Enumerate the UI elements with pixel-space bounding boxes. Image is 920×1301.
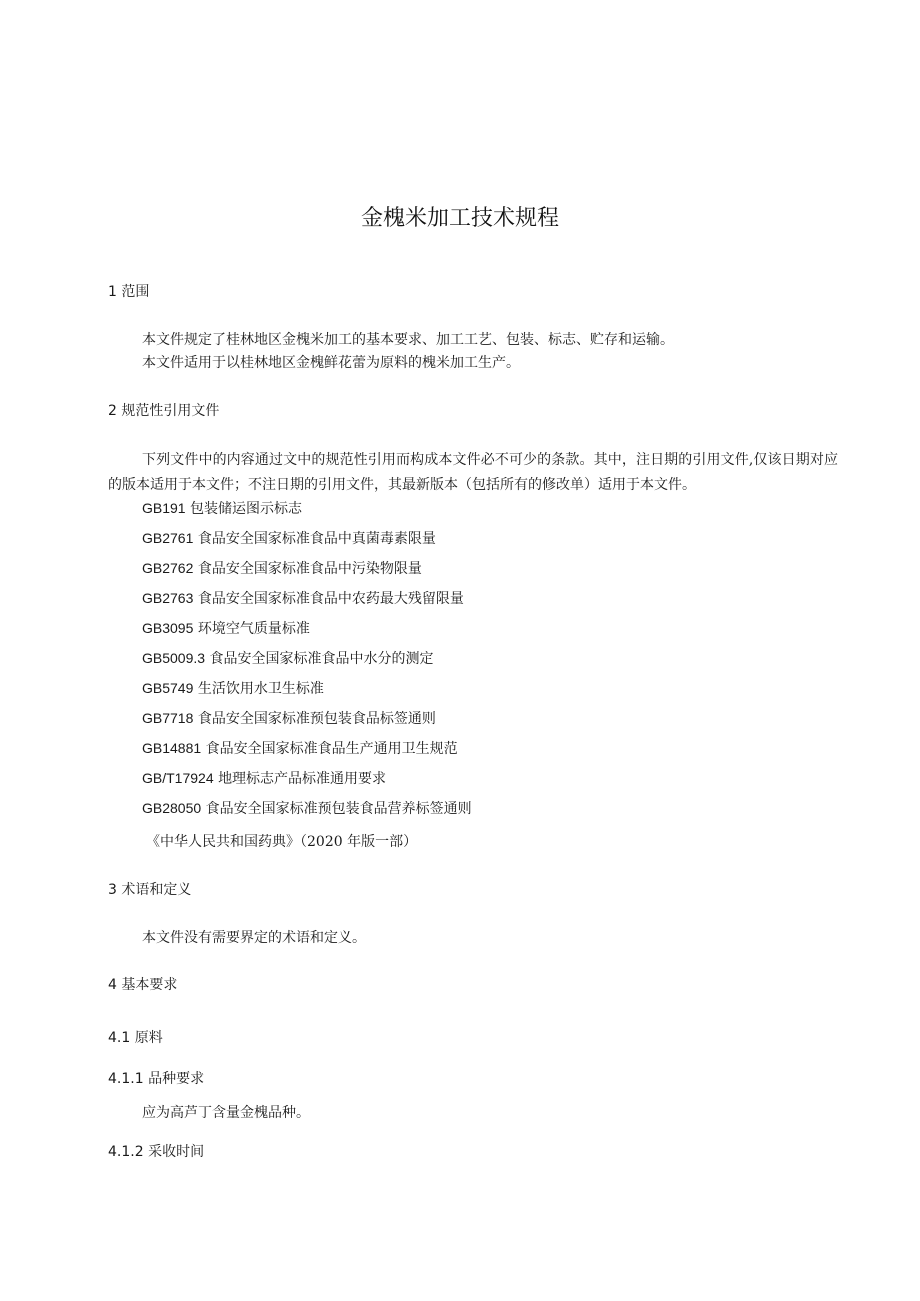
reference-name: 食品安全国家标准食品生产通用卫生规范 xyxy=(205,741,458,757)
reference-name: 生活饮用水卫生标准 xyxy=(197,681,324,697)
reference-name: 食品安全国家标准食品中污染物限量 xyxy=(197,561,422,577)
reference-code: GB5009.3 xyxy=(142,650,206,666)
reference-item xyxy=(142,528,436,549)
section-4-1-1-heading: 4.1.1 品种要求 xyxy=(108,1071,205,1087)
document-title: 金槐米加工技术规程 xyxy=(360,206,559,231)
reference-code: GB/T17924 xyxy=(142,770,214,786)
section-4-1-1-paragraph: 应为高芦丁含量金槐品种。 xyxy=(142,1105,310,1121)
reference-item xyxy=(142,648,434,669)
reference-code: GB191 xyxy=(142,500,186,516)
pharmacopoeia-reference: 《中华人民共和国药典》（2020 年版一部） xyxy=(146,834,418,850)
section-4-1-heading: 4.1 原料 xyxy=(108,1030,163,1046)
reference-code: GB14881 xyxy=(142,740,202,756)
reference-name: 食品安全国家标准食品中农药最大残留限量 xyxy=(197,591,464,607)
reference-code: GB28050 xyxy=(142,800,202,816)
section-4-heading: 4 基本要求 xyxy=(108,977,178,993)
reference-name: 食品安全国家标准预包装食品标签通则 xyxy=(197,711,436,727)
reference-name: 食品安全国家标准预包装食品营养标签通则 xyxy=(205,801,472,817)
section-1-paragraph-1: 本文件规定了桂林地区金槐米加工的基本要求、加工工艺、包装、标志、贮存和运输。 xyxy=(142,332,674,348)
reference-name: 环境空气质量标准 xyxy=(197,621,310,637)
reference-name: 包装储运图示标志 xyxy=(190,501,303,517)
reference-item xyxy=(142,498,302,519)
reference-item xyxy=(142,678,324,699)
reference-name: 食品安全国家标准食品中水分的测定 xyxy=(209,651,434,667)
section-1-paragraph-2: 本文件适用于以桂林地区金槐鲜花蕾为原料的槐米加工生产。 xyxy=(142,355,520,371)
section-2-heading: 2 规范性引用文件 xyxy=(108,403,220,419)
section-4-1-2-heading: 4.1.2 采收时间 xyxy=(108,1144,205,1160)
reference-item xyxy=(142,588,464,609)
reference-name: 地理标志产品标准通用要求 xyxy=(218,771,387,787)
reference-name: 食品安全国家标准食品中真菌毒素限量 xyxy=(197,531,436,547)
reference-item xyxy=(142,558,422,579)
section-3-paragraph: 本文件没有需要界定的术语和定义。 xyxy=(142,930,366,946)
section-3-heading: 3 术语和定义 xyxy=(108,882,192,898)
reference-code: GB2763 xyxy=(142,590,194,606)
reference-code: GB5749 xyxy=(142,680,194,696)
reference-code: GB7718 xyxy=(142,710,194,726)
reference-item xyxy=(142,618,310,639)
reference-item xyxy=(142,768,386,789)
reference-code: GB2762 xyxy=(142,560,194,576)
reference-item xyxy=(142,798,472,819)
reference-code: GB3095 xyxy=(142,620,194,636)
reference-code: GB2761 xyxy=(142,530,194,546)
reference-item xyxy=(142,708,436,729)
reference-item xyxy=(142,738,458,759)
section-1-heading: 1 范围 xyxy=(108,284,150,300)
section-2-intro: 下列文件中的内容通过文中的规范性引用而构成本文件必不可少的条款。其中，注日期的引用文件,仅该日期对应的版本适用于本文件；不注日期的引用文件，其最新版本（包括所有的修改单）适用于本文件。 xyxy=(108,452,838,493)
